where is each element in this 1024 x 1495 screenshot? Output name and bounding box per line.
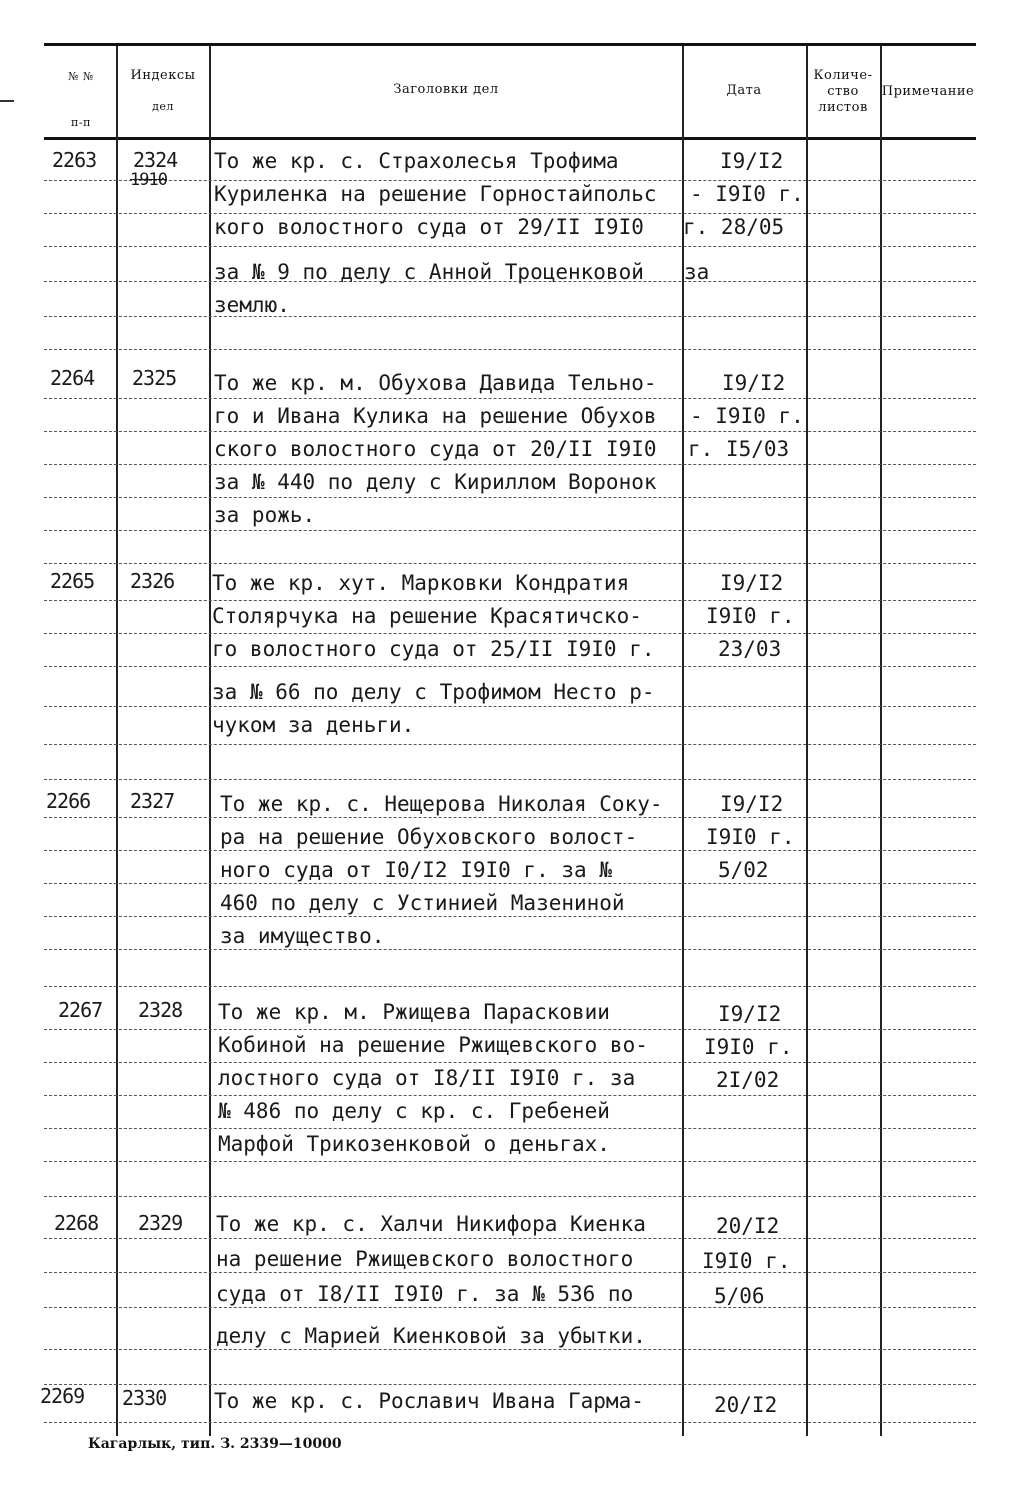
header-title: Заголовки дел: [393, 82, 499, 97]
date-line: г. 28/05: [683, 215, 785, 239]
date-line: 5/06: [714, 1284, 765, 1308]
record-index: 2327: [130, 789, 175, 813]
title-line: ского волостного суда от 20/II I9I0: [214, 437, 657, 461]
date-line: I9I0 г.: [702, 1249, 791, 1273]
ruled-line: [44, 563, 976, 564]
record-number: 2268: [54, 1211, 99, 1235]
ruled-line: [44, 246, 976, 247]
table-top-rule: [44, 43, 976, 46]
record-index-extra: 1910: [130, 170, 167, 190]
header-num-bottom: п-п: [71, 116, 91, 129]
header-sheets-line3: листов: [818, 100, 868, 115]
record-number: 2269: [40, 1384, 85, 1408]
header-sheets-line1: Количе-: [813, 68, 873, 83]
title-line: за рожь.: [214, 503, 316, 527]
title-line: за № 440 по делу с Кириллом Воронок: [214, 470, 657, 494]
record-number: 2267: [58, 998, 103, 1022]
date-line: - I9I0 г.: [690, 182, 804, 206]
header-index-top: Индексы: [130, 68, 196, 83]
record-number: 2265: [50, 569, 95, 593]
title-line: кого волостного суда от 29/II I9I0: [214, 215, 644, 239]
title-line: чуком за деньги.: [212, 713, 415, 737]
column-divider: [806, 46, 808, 1436]
header-note: Примечание: [881, 84, 975, 99]
date-line: 20/I2: [716, 1214, 780, 1238]
date-line: г. I5/03: [688, 437, 790, 461]
date-line: I9I0 г.: [706, 604, 795, 628]
title-line: То же кр. с. Рославич Ивана Гарма-: [214, 1389, 644, 1413]
ruled-line: [44, 779, 976, 780]
record-number: 2263: [52, 148, 97, 172]
ruled-line: [44, 1161, 976, 1162]
record-index: 2328: [138, 998, 183, 1022]
title-line: го и Ивана Кулика на решение Обухов: [214, 404, 657, 428]
ruled-line: [44, 1196, 976, 1197]
column-divider: [116, 46, 118, 1436]
title-line: за № 9 по делу с Анной Троценковой: [214, 260, 644, 284]
date-line: I9/I2: [718, 1002, 782, 1026]
date-line: - I9I0 г.: [690, 404, 804, 428]
header-sheets: [806, 68, 880, 116]
date-line: I9/I2: [720, 792, 784, 816]
title-line: 460 по делу с Устинией Мазениной: [220, 891, 625, 915]
date-line: I9/I2: [720, 571, 784, 595]
ruled-line: [44, 744, 976, 745]
date-line: 5/02: [718, 858, 769, 882]
ruled-line: [44, 530, 976, 531]
ruled-line: [44, 666, 976, 667]
date-line: I9/I2: [722, 371, 786, 395]
ruled-line: [44, 986, 976, 987]
date-line: I9I0 г.: [706, 825, 795, 849]
title-line: То же кр. с. Нещерова Николая Соку-: [220, 792, 663, 816]
title-line: за имущество.: [220, 924, 385, 948]
record-index: 2325: [132, 366, 177, 390]
title-line: То же кр. м. Ржищева Парасковии: [218, 1000, 610, 1024]
header-bottom-rule: [44, 137, 976, 140]
header-sheets-line2: ство: [827, 84, 859, 99]
header-date: Дата: [726, 83, 762, 98]
title-line: делу с Марией Киенковой за убытки.: [216, 1324, 646, 1348]
column-divider: [880, 46, 882, 1436]
record-index: 2330: [122, 1386, 167, 1410]
title-line: Куриленка на решение Горностайпольс: [214, 182, 657, 206]
header-index-bottom: дел: [152, 100, 174, 113]
date-line: 20/I2: [714, 1393, 778, 1417]
date-line: I9/I2: [720, 149, 784, 173]
title-line: го волостного суда от 25/II I9I0 г.: [212, 637, 655, 661]
date-line: 23/03: [718, 637, 782, 661]
title-line: То же кр. с. Халчи Никифора Киенка: [216, 1212, 646, 1236]
title-line: То же кр. хут. Марковки Кондратия: [212, 571, 630, 595]
ruled-line: [44, 949, 976, 950]
record-index: 2326: [130, 569, 175, 593]
title-line: ного суда от I0/I2 I9I0 г. за №: [220, 858, 612, 882]
ruled-line: [44, 349, 976, 350]
title-line: Столярчука на решение Красятичско-: [212, 604, 642, 628]
record-number: 2266: [46, 789, 91, 813]
column-divider: [209, 46, 211, 1436]
title-line: землю.: [214, 293, 290, 317]
title-line: Кобиной на решение Ржищевского во-: [218, 1033, 648, 1057]
margin-mark: [0, 100, 14, 102]
ruled-line: [44, 316, 976, 317]
record-index: 2324: [133, 148, 178, 172]
printer-imprint: Кагарлык, тип. З. 2339—10000: [88, 1436, 342, 1452]
title-line: То же кр. м. Обухова Давида Тельно-: [214, 371, 657, 395]
title-line: ра на решение Обуховского волост-: [220, 825, 638, 849]
title-line: на решение Ржищевского волостного: [216, 1247, 634, 1271]
title-line: Марфой Трикозенковой о деньгах.: [218, 1132, 610, 1156]
title-line: лостного суда от I8/II I9I0 г. за: [218, 1066, 636, 1090]
title-line: То же кр. с. Страхолесья Трофима: [214, 149, 619, 173]
date-line: I9I0 г.: [704, 1035, 793, 1059]
record-number: 2264: [50, 366, 95, 390]
title-line: № 486 по делу с кр. с. Гребеней: [218, 1099, 610, 1123]
record-index: 2329: [138, 1211, 183, 1235]
header-num-top: № №: [68, 70, 94, 83]
title-line: суда от I8/II I9I0 г. за № 536 по: [216, 1282, 634, 1306]
date-line: 2I/02: [716, 1068, 780, 1092]
column-divider: [682, 46, 684, 1436]
date-line: за: [684, 260, 710, 284]
title-line: за № 66 по делу с Трофимом Несто р-: [212, 680, 655, 704]
ruled-line: [44, 1422, 976, 1423]
